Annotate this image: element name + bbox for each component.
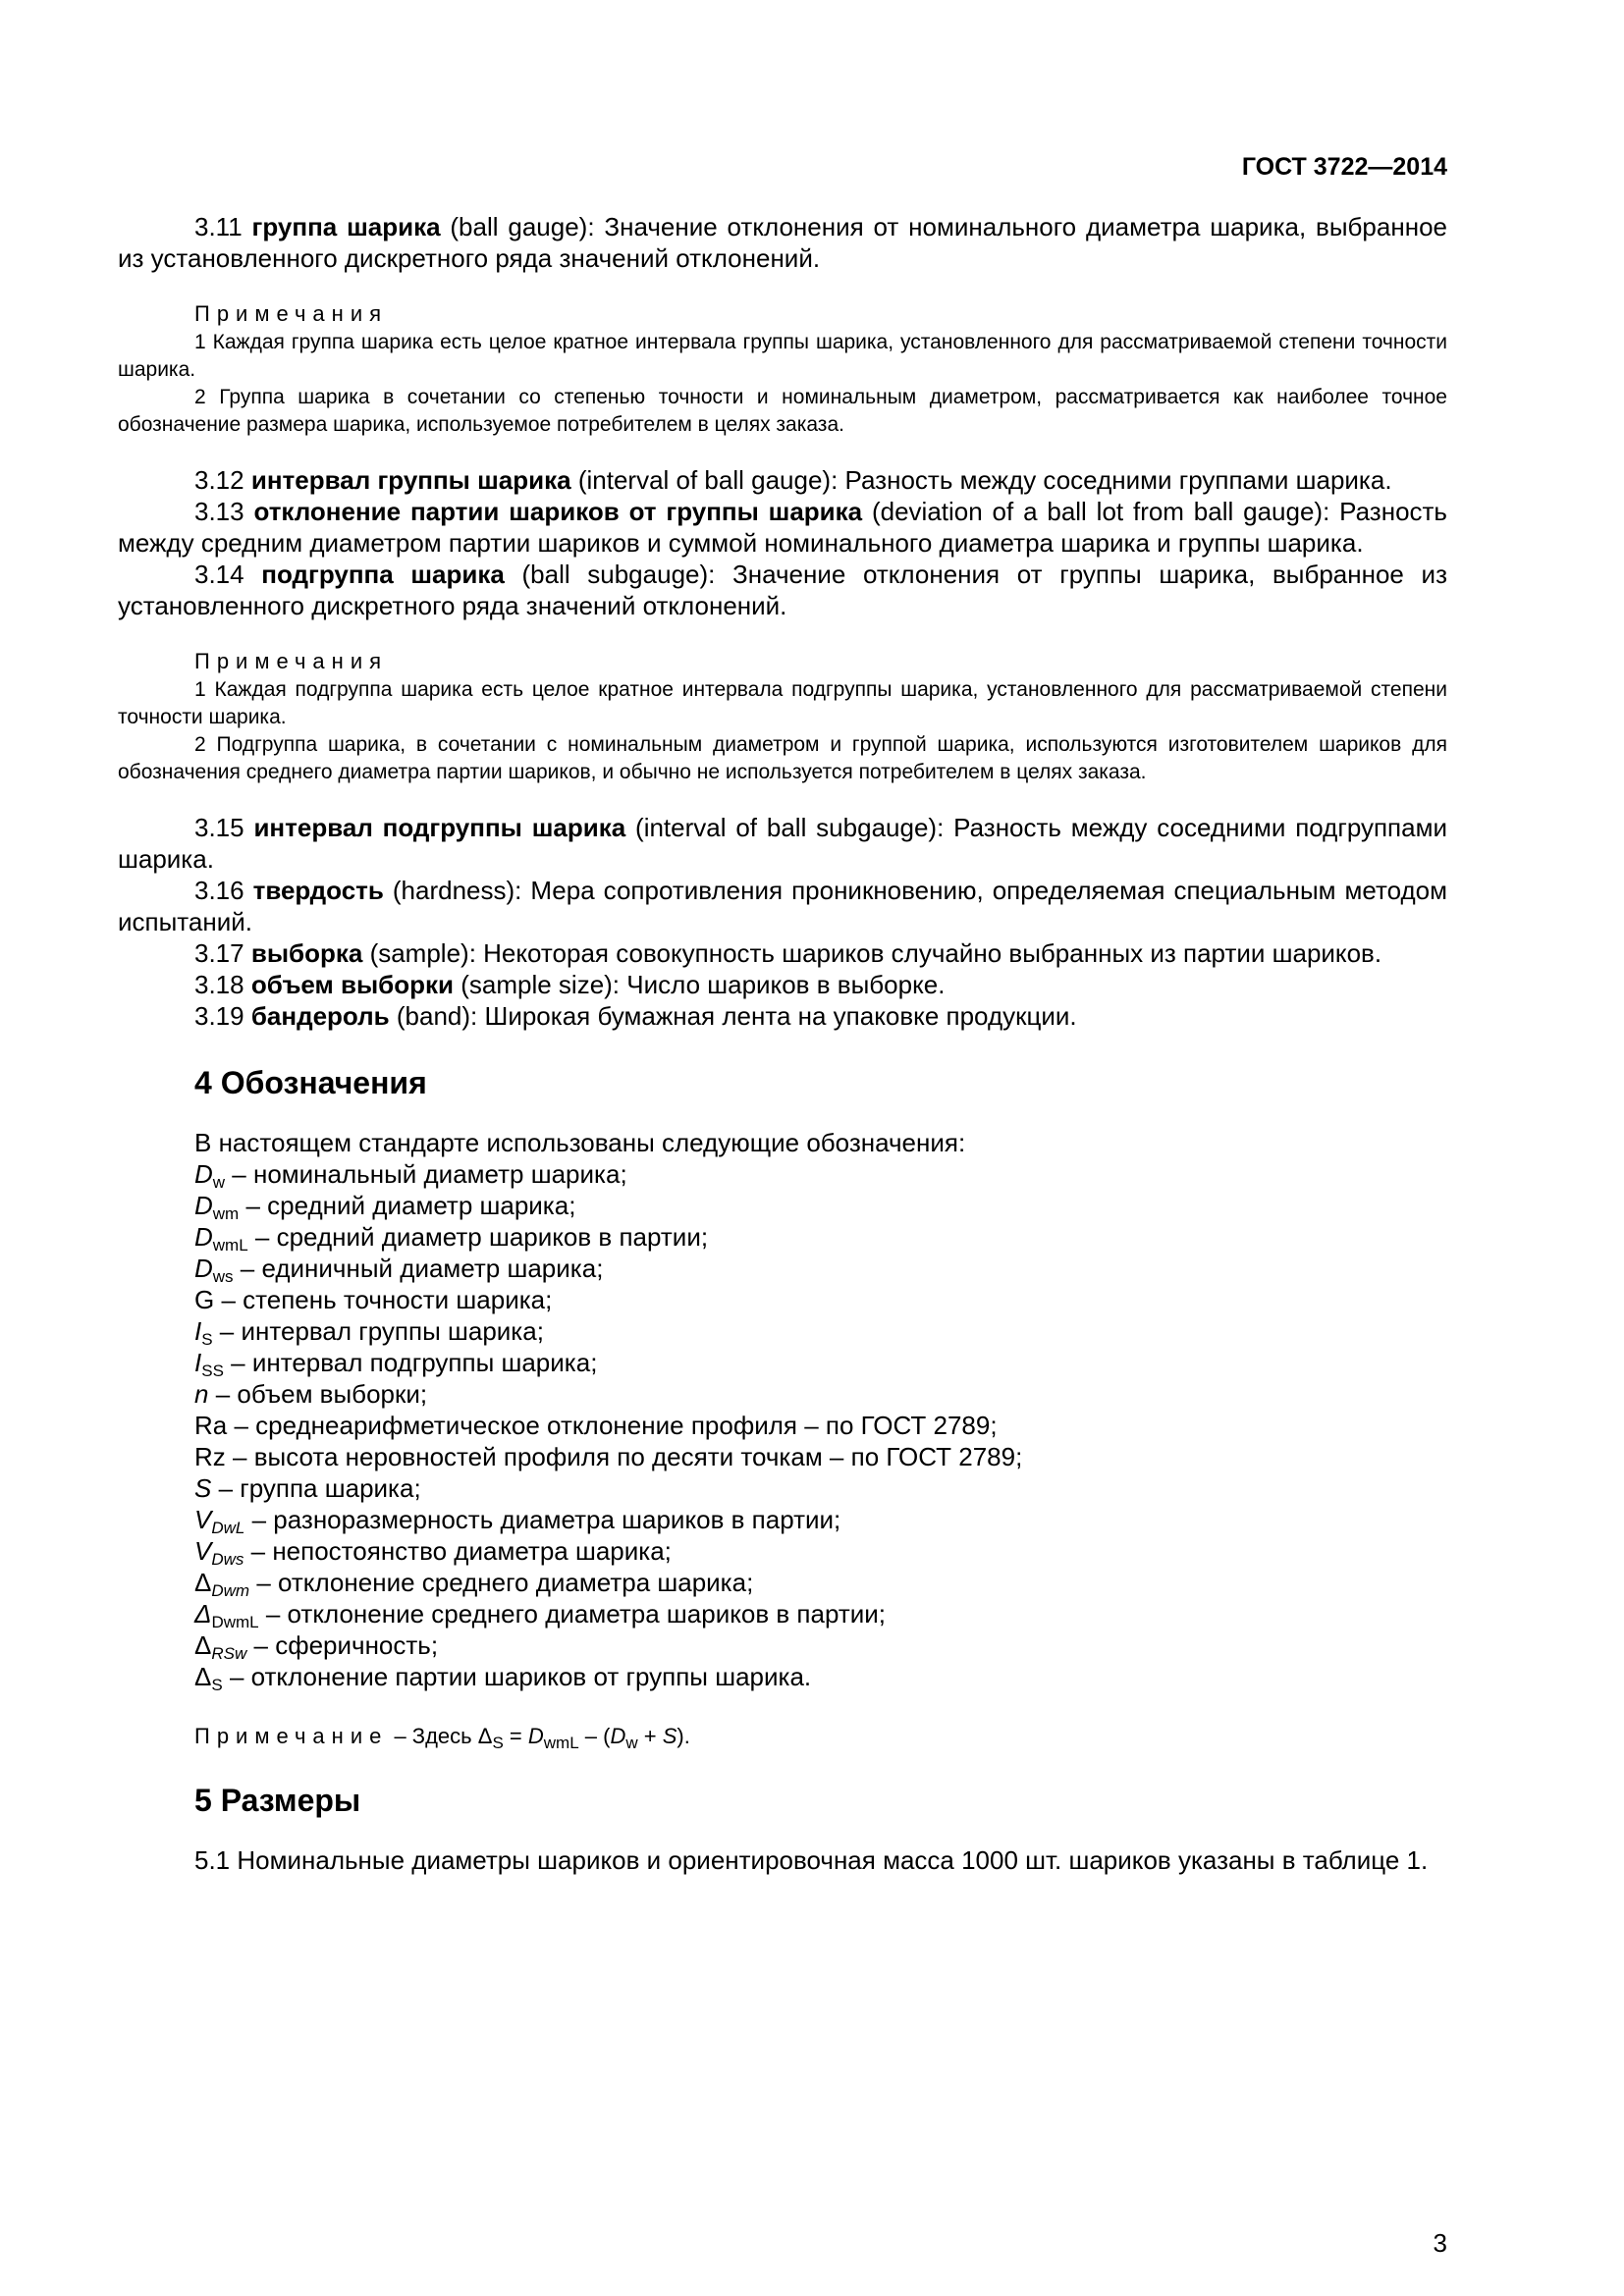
symbol-main: D [194,1159,213,1189]
symbol-description: – средний диаметр шариков в партии; [247,1222,709,1252]
symbol-description: – непостоянство диаметра шарика; [244,1536,672,1566]
terms-block-a [118,211,1447,274]
symbol-description: – объем выборки; [208,1379,428,1409]
symbol-main: Δ [194,1662,212,1691]
term-name: группа шарика [251,212,441,241]
symbol-description: – отклонение среднего диаметра шариков в партии; [258,1599,887,1629]
symbol-item [194,1472,1447,1504]
symbol-subscript: Dws [211,1550,244,1569]
symbols-note [194,1724,1447,1752]
terms-block-b [118,464,1447,621]
symbol-description: – группа шарика; [211,1473,421,1503]
note-sub: wmL [543,1734,579,1752]
term-name: выборка [250,938,363,968]
symbol-main: n [194,1379,209,1409]
term-number: 3.14 [194,560,244,589]
symbol-item [194,1378,1447,1410]
term-number: 3.11 [194,212,243,241]
paragraph-5-1: 5.1 Номинальные диаметры шариков и ориентировочная масса 1000 шт. шариков указаны в таблице 1. [194,1845,1429,1875]
symbol-subscript: w [212,1173,226,1192]
notes-block-1 [118,299,1447,439]
symbol-main: S [194,1473,212,1503]
symbol-item [194,1535,1447,1567]
symbol-main: Ra [194,1411,228,1440]
terms-block-c [118,812,1447,1032]
term-paragraph [118,464,1447,496]
symbol-main: I [194,1316,202,1346]
note-item: 1 Каждая группа шарика есть целое кратное интервала группы шарика, установленного для рассматриваемой степени точности шарика. [118,331,1447,381]
term-name: бандероль [250,1001,390,1031]
symbol-item [194,1410,1447,1441]
document-header: ГОСТ 3722—2014 [1241,153,1447,181]
symbol-description: – высота неровностей профиля по десяти точкам – по ГОСТ 2789; [225,1442,1023,1471]
symbol-subscript: S [211,1676,223,1694]
symbol-item [194,1598,1447,1629]
term-name: интервал группы шарика [250,465,571,495]
term-paragraph [118,559,1447,621]
term-number: 3.19 [194,1001,244,1031]
symbols-list [194,1127,1447,1692]
term-number: 3.13 [194,497,244,526]
symbol-item [194,1158,1447,1190]
term-definition: (sample): Некоторая совокупность шариков случайно выбранных из партии шариков. [369,938,1382,968]
symbol-item [194,1661,1447,1692]
note-end: ). [677,1724,690,1748]
symbol-item [194,1347,1447,1378]
term-definition: (interval of ball subgauge): Разность между соседними подгруппами шарика. [118,813,1447,874]
term-number: 3.15 [194,813,244,842]
symbol-main: V [194,1505,212,1534]
term-definition: (band): Широкая бумажная лента на упаковке продукции. [396,1001,1077,1031]
symbol-item [194,1284,1447,1315]
note-symbol: D [527,1724,544,1748]
symbol-description: – отклонение партии шариков от группы шарика. [222,1662,812,1691]
page-content [118,211,1447,1876]
term-name: интервал подгруппы шарика [253,813,626,842]
term-definition: (hardness): Мера сопротивления проникновению, определяемая специальным методом испытаний. [118,876,1447,936]
symbol-item [194,1629,1447,1661]
symbol-description: – номинальный диаметр шарика; [225,1159,627,1189]
note-sub: S [492,1734,504,1752]
term-number: 3.17 [194,938,244,968]
note-item: 2 Подгруппа шарика, в сочетании с номинальным диаметром и группой шарика, используются изготовителем шариков для обозначения среднего диаметра партии шариков, и обычно не используется потребителем в целях заказа. [118,733,1447,783]
note-symbol: D [610,1724,626,1748]
symbol-description: – степень точности шарика; [214,1285,553,1314]
note-eq: = [503,1724,528,1748]
symbol-main: D [194,1222,213,1252]
symbol-main: Δ [194,1630,212,1660]
term-number: 3.16 [194,876,244,905]
symbol-item [194,1253,1447,1284]
symbol-description: – разноразмерность диаметра шариков в партии; [244,1505,841,1534]
symbol-subscript: DwL [211,1519,245,1537]
symbols-intro: В настоящем стандарте использованы следующие обозначения: [194,1128,966,1157]
term-definition: (deviation of a ball lot from ball gauge): Разность между средним диаметром партии шариков и суммой номинального диаметра шарика и группы шарика. [118,497,1447,558]
term-paragraph [118,969,1447,1000]
symbol-item [194,1567,1447,1598]
term-name: отклонение партии шариков от группы шарика [253,497,863,526]
term-definition: (interval of ball gauge): Разность между соседними группами шарика. [577,465,1392,495]
symbol-description: – интервал подгруппы шарика; [223,1348,598,1377]
symbol-subscript: S [201,1330,213,1349]
symbol-description: – среднеарифметическое отклонение профиля – по ГОСТ 2789; [227,1411,998,1440]
term-name: твердость [252,876,384,905]
symbol-subscript: Dwm [211,1581,250,1600]
note-text: – Здесь Δ [388,1724,493,1748]
symbol-description: – интервал группы шарика; [212,1316,544,1346]
note-label: Примечание [194,1724,389,1748]
symbol-main: Rz [194,1442,226,1471]
symbol-subscript: wmL [212,1236,248,1255]
section-5-title: 5 Размеры [194,1783,361,1818]
term-number: 3.12 [194,465,244,495]
notes-heading: Примечания [194,649,389,673]
symbol-main: D [194,1191,213,1220]
symbol-subscript: SS [201,1362,224,1380]
term-paragraph [118,211,1447,274]
term-paragraph [118,812,1447,875]
symbol-description: – средний диаметр шарика; [239,1191,576,1220]
note-mid: – ( [578,1724,611,1748]
symbol-description: – отклонение среднего диаметра шарика; [249,1568,754,1597]
symbol-main: V [194,1536,212,1566]
symbol-item [194,1221,1447,1253]
note-sub: w [625,1734,638,1752]
term-name: подгруппа шарика [261,560,505,589]
symbol-main: D [194,1254,213,1283]
term-paragraph [118,937,1447,969]
notes-heading: Примечания [194,301,389,326]
symbol-main: Δ [194,1568,212,1597]
symbol-main: I [194,1348,202,1377]
symbol-item [194,1315,1447,1347]
note-item: 2 Группа шарика в сочетании со степенью точности и номинальным диаметром, рассматривается как наиболее точное обозначение размера шарика, используемое потребителем в целях заказа. [118,386,1447,436]
symbol-main: G [194,1285,215,1314]
term-paragraph [118,1000,1447,1032]
symbol-subscript: DwmL [211,1613,259,1631]
term-name: объем выборки [250,970,454,999]
symbol-main: Δ [194,1599,212,1629]
term-definition: (ball subgauge): Значение отклонения от группы шарика, выбранное из установленного дискретного ряда значений отклонений. [118,560,1447,620]
term-number: 3.18 [194,970,244,999]
symbol-subscript: wm [212,1204,240,1223]
symbol-item [194,1190,1447,1221]
page-number: 3 [1433,2228,1447,2258]
symbol-subscript: ws [212,1267,234,1286]
symbol-item [194,1441,1447,1472]
term-definition: (ball gauge): Значение отклонения от номинального диаметра шарика, выбранное из установленного дискретного ряда значений отклонений. [118,212,1447,273]
note-item: 1 Каждая подгруппа шарика есть целое кратное интервала подгруппы шарика, установленного для рассматриваемой степени точности шарика. [118,678,1447,728]
term-paragraph [118,875,1447,937]
notes-block-2 [118,647,1447,786]
symbol-description: – сферичность; [246,1630,439,1660]
note-symbol: S [662,1724,677,1748]
term-paragraph [118,496,1447,559]
symbol-item [194,1504,1447,1535]
symbol-subscript: RSw [211,1644,247,1663]
symbol-description: – единичный диаметр шарика; [233,1254,604,1283]
section-4-title: 4 Обозначения [194,1065,427,1100]
note-plus: + [637,1724,663,1748]
term-definition: (sample size): Число шариков в выборке. [460,970,946,999]
